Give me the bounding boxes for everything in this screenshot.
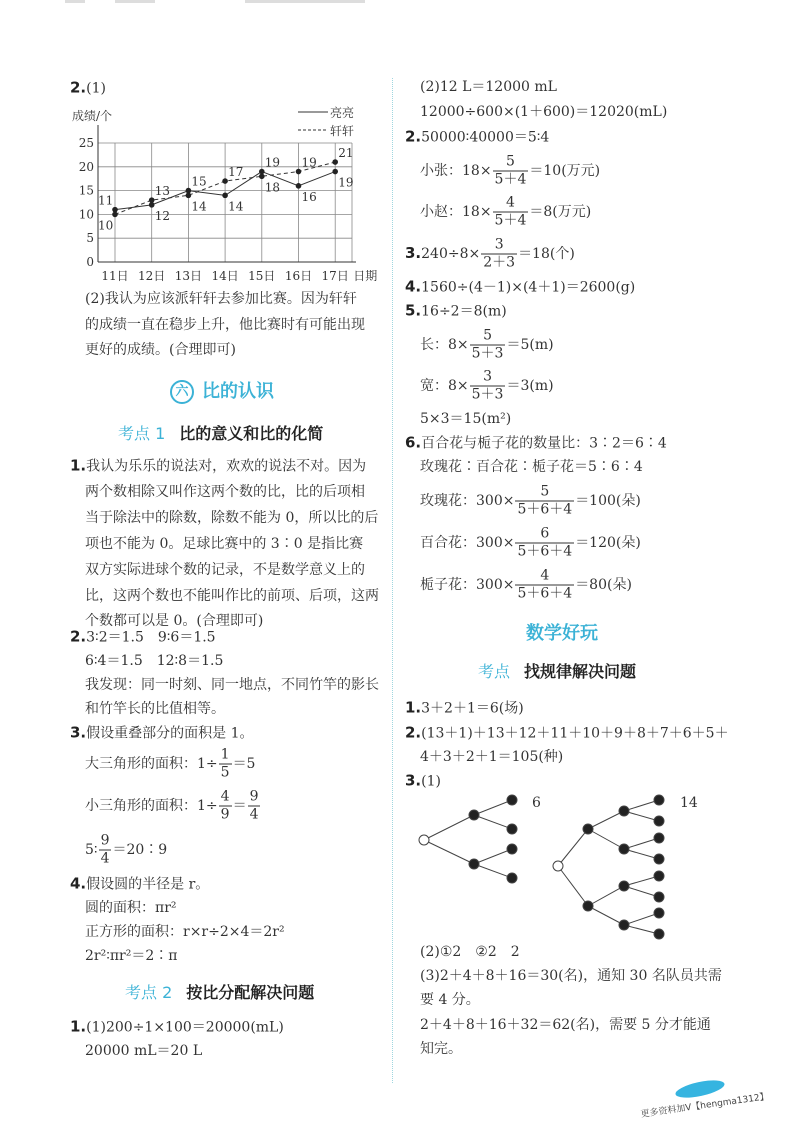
answer-line: 当于除法中的除数，除数不能为 0，所以比的后	[85, 510, 379, 526]
tree-2-levels	[419, 795, 517, 883]
top-edge-mark	[65, 0, 85, 3]
kaodian-label: 考点 2	[125, 983, 173, 1002]
fraction	[493, 195, 529, 230]
kaodian-1-heading	[118, 424, 323, 444]
section-heading: 数学好玩	[526, 623, 598, 644]
answer-line: 双方实际进球个数的记录，不是数学意义上的	[85, 562, 365, 578]
numerator: 5	[515, 484, 574, 502]
denominator: 5	[220, 764, 230, 781]
answer-line	[70, 723, 254, 744]
column-divider	[392, 78, 393, 1083]
answer-line: 知完。	[420, 1041, 462, 1057]
answer-line: 5×3＝15(m²)	[420, 411, 512, 427]
x-tick-label: 14日	[211, 269, 239, 283]
data-label: 15	[191, 174, 207, 189]
data-point	[186, 193, 192, 199]
numerator: 5	[493, 154, 529, 172]
data-label: 21	[338, 146, 354, 161]
answer-text: (13＋1)＋13＋12＋11＋10＋9＋8＋7＋6＋5＋	[421, 725, 729, 742]
question-number: 2.	[70, 78, 87, 97]
formula-text: ＝5	[232, 756, 256, 772]
formula-line	[420, 484, 641, 519]
data-point	[259, 174, 265, 180]
answer-line: 比，这两个数也不能叫作比的前项、后项，这两	[85, 588, 379, 604]
answer-line	[405, 433, 667, 454]
answer-line: (2)我认为应该派轩轩去参加比赛。因为轩轩	[85, 291, 357, 307]
formula-line	[85, 789, 261, 824]
data-label: 12	[154, 208, 170, 223]
part-label: (1)	[421, 773, 441, 790]
answer-line: 4＋3＋2＋1＝105(种)	[420, 749, 564, 765]
formula-text: 小赵：18×	[420, 204, 492, 220]
formula-text: ＝20∶9	[112, 842, 168, 858]
data-label: 16	[301, 189, 317, 204]
question-2-part1	[70, 78, 106, 99]
formula-text: 大三角形的面积：1÷	[85, 756, 218, 772]
x-tick-label: 15日	[248, 269, 276, 283]
y-tick-label: 0	[86, 255, 94, 269]
x-tick-label: 13日	[174, 269, 203, 283]
answer-text: 百合花与栀子花的数量比：3∶2＝6∶4	[421, 435, 667, 452]
unit-number-badge: 六	[170, 380, 194, 404]
formula-text: 栀子花：300×	[420, 577, 515, 593]
data-point	[222, 178, 228, 184]
kaodian-title: 按比分配解决问题	[186, 983, 315, 1002]
answer-line: 12000÷600×(1＋600)＝12020(mL)	[420, 104, 668, 120]
data-point	[332, 169, 338, 175]
fraction	[219, 747, 232, 782]
answer-line: 2＋4＋8＋16＋32＝62(名)，需要 5 分才能通	[420, 1017, 711, 1033]
fraction	[470, 369, 506, 404]
answer-line: 项也不能为 0。足球比赛中的 3∶0 是指比赛	[85, 536, 364, 552]
unit-title: 比的认识	[202, 381, 274, 402]
kaodian-label: 考点	[478, 662, 511, 681]
data-point	[259, 169, 265, 175]
top-edge-mark	[115, 0, 155, 3]
formula-line	[420, 328, 554, 363]
notification-tree-diagrams	[400, 785, 780, 945]
numerator: 9	[249, 788, 259, 805]
top-edge-mark	[245, 0, 365, 3]
x-tick-label: 16日	[284, 269, 313, 283]
fraction	[493, 154, 529, 189]
formula-line	[85, 747, 255, 782]
answer-line: (2)①2 ②2 2	[420, 944, 520, 960]
answer-line: 我发现：同一时刻、同一地点，不同竹竿的影长	[85, 677, 379, 693]
answer-text: 假设圆的半径是 r。	[86, 876, 210, 893]
score-line-chart	[70, 100, 390, 290]
answer-line: 更好的成绩。(合理即可)	[85, 342, 236, 358]
question-number: 6.	[405, 433, 422, 452]
denominator: 4	[249, 806, 259, 823]
legend-label: 轩轩	[330, 124, 355, 138]
unit-heading	[170, 380, 274, 404]
question-number: 2.	[70, 627, 87, 646]
answer-line	[70, 874, 209, 895]
answer-line: 玫瑰花∶百合花∶栀子花＝5∶6∶4	[420, 459, 643, 475]
data-label: 10	[98, 218, 114, 233]
fraction	[219, 789, 232, 824]
numerator: 3	[481, 237, 517, 255]
x-tick-label: 11日	[101, 269, 129, 283]
data-label: 13	[154, 184, 170, 199]
formula-text: ＝80(朵)	[575, 577, 632, 593]
denominator: 5＋3	[471, 345, 504, 362]
fraction	[515, 526, 574, 561]
answer-text: 16÷2＝8(m)	[421, 303, 507, 320]
formula-text: 玫瑰花：300×	[420, 493, 515, 509]
numerator: 9	[100, 832, 110, 849]
formula-text: 长：8×	[420, 337, 469, 353]
tree-3-levels	[553, 795, 664, 939]
answer-text: 3＋2＋1＝6(场)	[421, 700, 524, 717]
y-tick-label: 15	[78, 183, 94, 198]
watermark-text: 更多资料加V【hengma1312】	[640, 1092, 770, 1120]
kaodian-label: 考点 1	[118, 424, 166, 443]
denominator: 2＋3	[483, 254, 516, 271]
legend-label: 亮亮	[330, 106, 355, 120]
answer-line	[70, 456, 366, 477]
formula-line	[420, 369, 554, 404]
part-label: (1)	[86, 80, 106, 97]
numerator: 1	[220, 746, 230, 763]
kaodian-heading	[478, 662, 636, 682]
kaodian-2-heading	[125, 983, 314, 1003]
answer-text: 3∶2＝1.5 9∶6＝1.5	[86, 629, 216, 646]
question-number: 1.	[70, 456, 87, 475]
question-number: 3.	[405, 244, 422, 262]
denominator: 5＋4	[494, 212, 527, 229]
fraction	[515, 568, 574, 603]
formula-line	[405, 237, 575, 272]
question-number: 3.	[405, 771, 422, 790]
answer-line: (3)2＋4＋8＋16＝30(名)，通知 30 名队员共需	[420, 968, 722, 984]
data-point	[296, 169, 302, 175]
answer-line: 6∶4＝1.5 12∶8＝1.5	[85, 653, 224, 669]
data-point	[222, 193, 228, 199]
formula-line	[420, 526, 641, 561]
formula-text: 5∶	[85, 842, 98, 858]
answer-line: 2r²∶πr²＝2∶π	[85, 948, 178, 964]
answer-line: 两个数相除又叫作这两个数的比，比的后项相	[85, 484, 365, 500]
answer-line	[405, 723, 729, 744]
y-tick-label: 25	[78, 136, 94, 150]
fraction	[99, 833, 112, 868]
answer-text: (1)200÷1×100＝20000(mL)	[86, 1019, 284, 1036]
answer-line: 要 4 分。	[420, 992, 480, 1008]
denominator: 5＋3	[471, 386, 504, 403]
question-number: 4.	[70, 874, 87, 893]
formula-text: ＝10(万元)	[529, 163, 601, 179]
answer-line	[70, 627, 216, 648]
data-point	[112, 212, 118, 218]
answer-line	[70, 1017, 284, 1038]
denominator: 5＋6＋4	[517, 585, 573, 602]
data-label: 18	[264, 180, 281, 195]
question-number: 1.	[70, 1017, 87, 1036]
formula-text: ＝	[232, 798, 247, 814]
data-label: 14	[191, 199, 207, 214]
fraction	[470, 328, 506, 363]
fraction	[248, 789, 261, 824]
data-point	[296, 183, 302, 189]
tree-1-count: 6	[532, 795, 541, 811]
data-label: 17	[228, 165, 244, 180]
question-number: 3.	[70, 723, 87, 742]
answer-line: 圆的面积：πr²	[85, 900, 177, 916]
question-number: 5.	[405, 301, 422, 320]
formula-text: ＝5(m)	[506, 337, 554, 353]
answer-text: 1560÷(4－1)×(4＋1)＝2600(g)	[421, 279, 636, 296]
numerator: 5	[470, 328, 506, 346]
data-point	[186, 188, 192, 194]
numerator: 3	[470, 369, 506, 387]
numerator: 4	[493, 195, 529, 213]
x-axis-label: 日期	[353, 269, 378, 283]
numerator: 4	[515, 568, 574, 586]
question-number: 1.	[405, 698, 422, 717]
formula-text: ＝8(万元)	[529, 204, 592, 220]
denominator: 5＋6＋4	[517, 543, 573, 560]
formula-text: 240÷8×	[421, 246, 481, 262]
data-label: 11	[98, 193, 114, 208]
data-point	[149, 197, 155, 203]
formula-text: 百合花：300×	[420, 535, 515, 551]
answer-line	[405, 698, 524, 719]
denominator: 9	[220, 806, 230, 823]
answer-line: 个数都可以是 0。(合理即可)	[85, 613, 264, 629]
formula-text: ＝18(个)	[518, 246, 575, 262]
answer-line: 正方形的面积：r×r÷2×4＝2r²	[85, 924, 285, 940]
answer-line	[405, 277, 635, 298]
denominator: 5＋6＋4	[517, 501, 573, 518]
formula-text: 小三角形的面积：1÷	[85, 798, 218, 814]
answer-line: (2)12 L＝12000 mL	[420, 79, 557, 95]
data-label: 19	[338, 175, 354, 190]
numerator: 6	[515, 526, 574, 544]
y-axis-label: 成绩/个	[72, 109, 113, 123]
x-tick-label: 17日	[321, 269, 349, 283]
fraction	[515, 484, 574, 519]
formula-line	[420, 195, 591, 230]
answer-text: 50000∶40000＝5∶4	[421, 129, 550, 146]
y-tick-label: 20	[78, 159, 94, 174]
formula-text: ＝3(m)	[506, 378, 554, 394]
answer-line: 的成绩一直在稳步上升，他比赛时有可能出现	[85, 317, 365, 333]
denominator: 4	[100, 850, 110, 867]
answer-line: 和竹竿长的比值相等。	[85, 701, 225, 717]
formula-text: ＝100(朵)	[575, 493, 641, 509]
data-point	[332, 159, 338, 165]
formula-text: ＝120(朵)	[575, 535, 641, 551]
answer-text: 我认为乐乐的说法对，欢欢的说法不对。因为	[86, 458, 367, 475]
formula-line	[420, 154, 600, 189]
y-tick-label: 5	[86, 231, 94, 246]
formula-line	[85, 833, 167, 868]
numerator: 4	[220, 788, 230, 805]
formula-text: 小张：18×	[420, 163, 492, 179]
answer-text: 假设重叠部分的面积是 1。	[86, 725, 254, 742]
fraction	[481, 237, 517, 272]
formula-text: 宽：8×	[420, 378, 469, 394]
answer-line: 20000 mL＝20 L	[85, 1043, 203, 1059]
kaodian-title: 比的意义和比的化简	[179, 424, 324, 443]
kaodian-title: 找规律解决问题	[524, 662, 637, 681]
x-tick-label: 12日	[138, 269, 166, 283]
denominator: 5＋4	[494, 171, 527, 188]
answer-line	[405, 301, 507, 322]
question-number: 2.	[405, 127, 422, 146]
question-number: 2.	[405, 723, 422, 742]
answer-line	[405, 127, 549, 148]
formula-line	[420, 568, 632, 603]
data-label: 19	[264, 155, 281, 170]
data-label: 14	[228, 199, 244, 214]
question-number: 4.	[405, 277, 422, 296]
tree-2-count: 14	[680, 795, 698, 811]
y-tick-label: 10	[78, 207, 94, 222]
data-label: 19	[301, 155, 317, 170]
